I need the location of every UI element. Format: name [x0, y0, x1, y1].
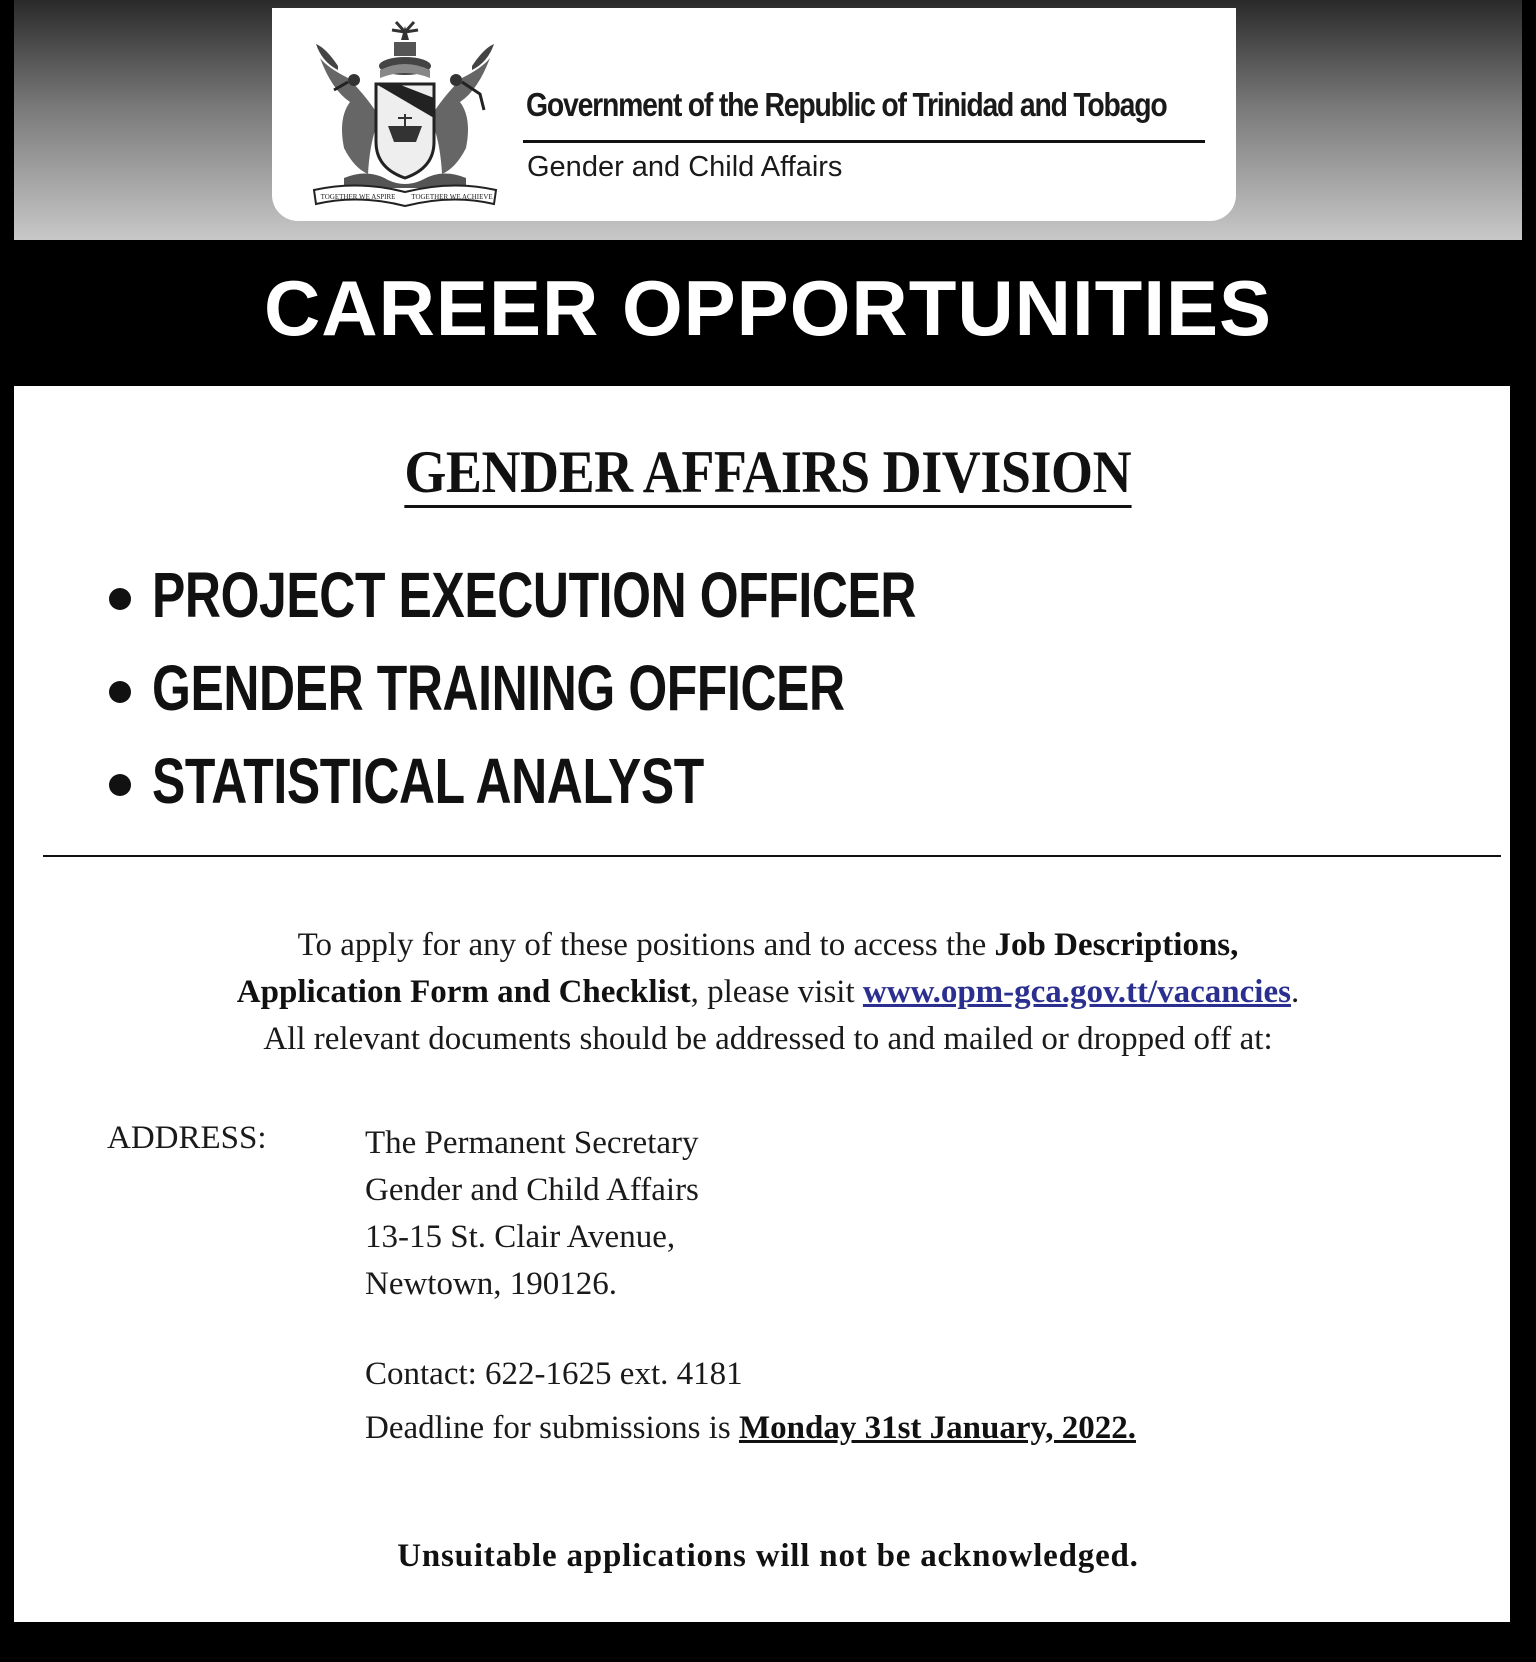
deadline [365, 1410, 1136, 1447]
bullet-icon [109, 588, 131, 610]
address-line: Newtown, 190126. [365, 1266, 618, 1302]
application-instructions [0, 922, 1536, 1063]
coat-of-arms-icon [308, 18, 502, 214]
bullet-icon [109, 681, 131, 703]
instructions-bold: Application Form and Checklist [236, 974, 691, 1010]
instructions-line-1 [0, 922, 1536, 969]
division-title-text: GENDER AFFAIRS DIVISION [405, 441, 1132, 508]
instructions-line-2 [0, 969, 1536, 1016]
address-line: The Permanent Secretary [365, 1125, 699, 1161]
division-title [0, 438, 1536, 508]
deadline-prefix: Deadline for submissions is [365, 1410, 739, 1446]
position-title: GENDER TRAINING OFFICER [152, 652, 845, 724]
address-block [365, 1120, 699, 1308]
address-label: ADDRESS: [107, 1120, 267, 1156]
contact-info: Contact: 622-1625 ext. 4181 [365, 1356, 743, 1392]
banner-title: CAREER OPPORTUNITIES [263, 264, 1273, 352]
instructions-text: . [1290, 974, 1300, 1010]
government-title: Government of the Republic of Trinidad and Tobago [526, 86, 1167, 123]
svg-text:TOGETHER WE ASPIRE: TOGETHER WE ASPIRE [320, 193, 396, 201]
bullet-icon [109, 774, 131, 796]
ministry-name: Gender and Child Affairs [527, 151, 843, 183]
instructions-text: , please visit [690, 974, 863, 1010]
logo-card [272, 8, 1236, 221]
instructions-text: To apply for any of these positions and to access the [297, 927, 995, 963]
instructions-bold: Job Descriptions, [994, 927, 1239, 963]
position-title: PROJECT EXECUTION OFFICER [152, 559, 917, 631]
svg-text:TOGETHER WE ACHIEVE: TOGETHER WE ACHIEVE [411, 193, 493, 201]
header-rule [523, 140, 1205, 143]
section-divider [43, 855, 1501, 857]
instructions-line-3: All relevant documents should be addressed to and mailed or dropped off at: [263, 1021, 1273, 1057]
position-title: STATISTICAL ANALYST [152, 745, 704, 817]
address-line: 13-15 St. Clair Avenue, [365, 1219, 676, 1255]
deadline-date: Monday 31st January, 2022. [738, 1410, 1136, 1446]
closing-notice: Unsuitable applications will not be acknowledged. [397, 1538, 1139, 1574]
vacancies-link[interactable]: www.opm-gca.gov.tt/vacancies [862, 974, 1291, 1010]
address-line: Gender and Child Affairs [365, 1172, 699, 1208]
